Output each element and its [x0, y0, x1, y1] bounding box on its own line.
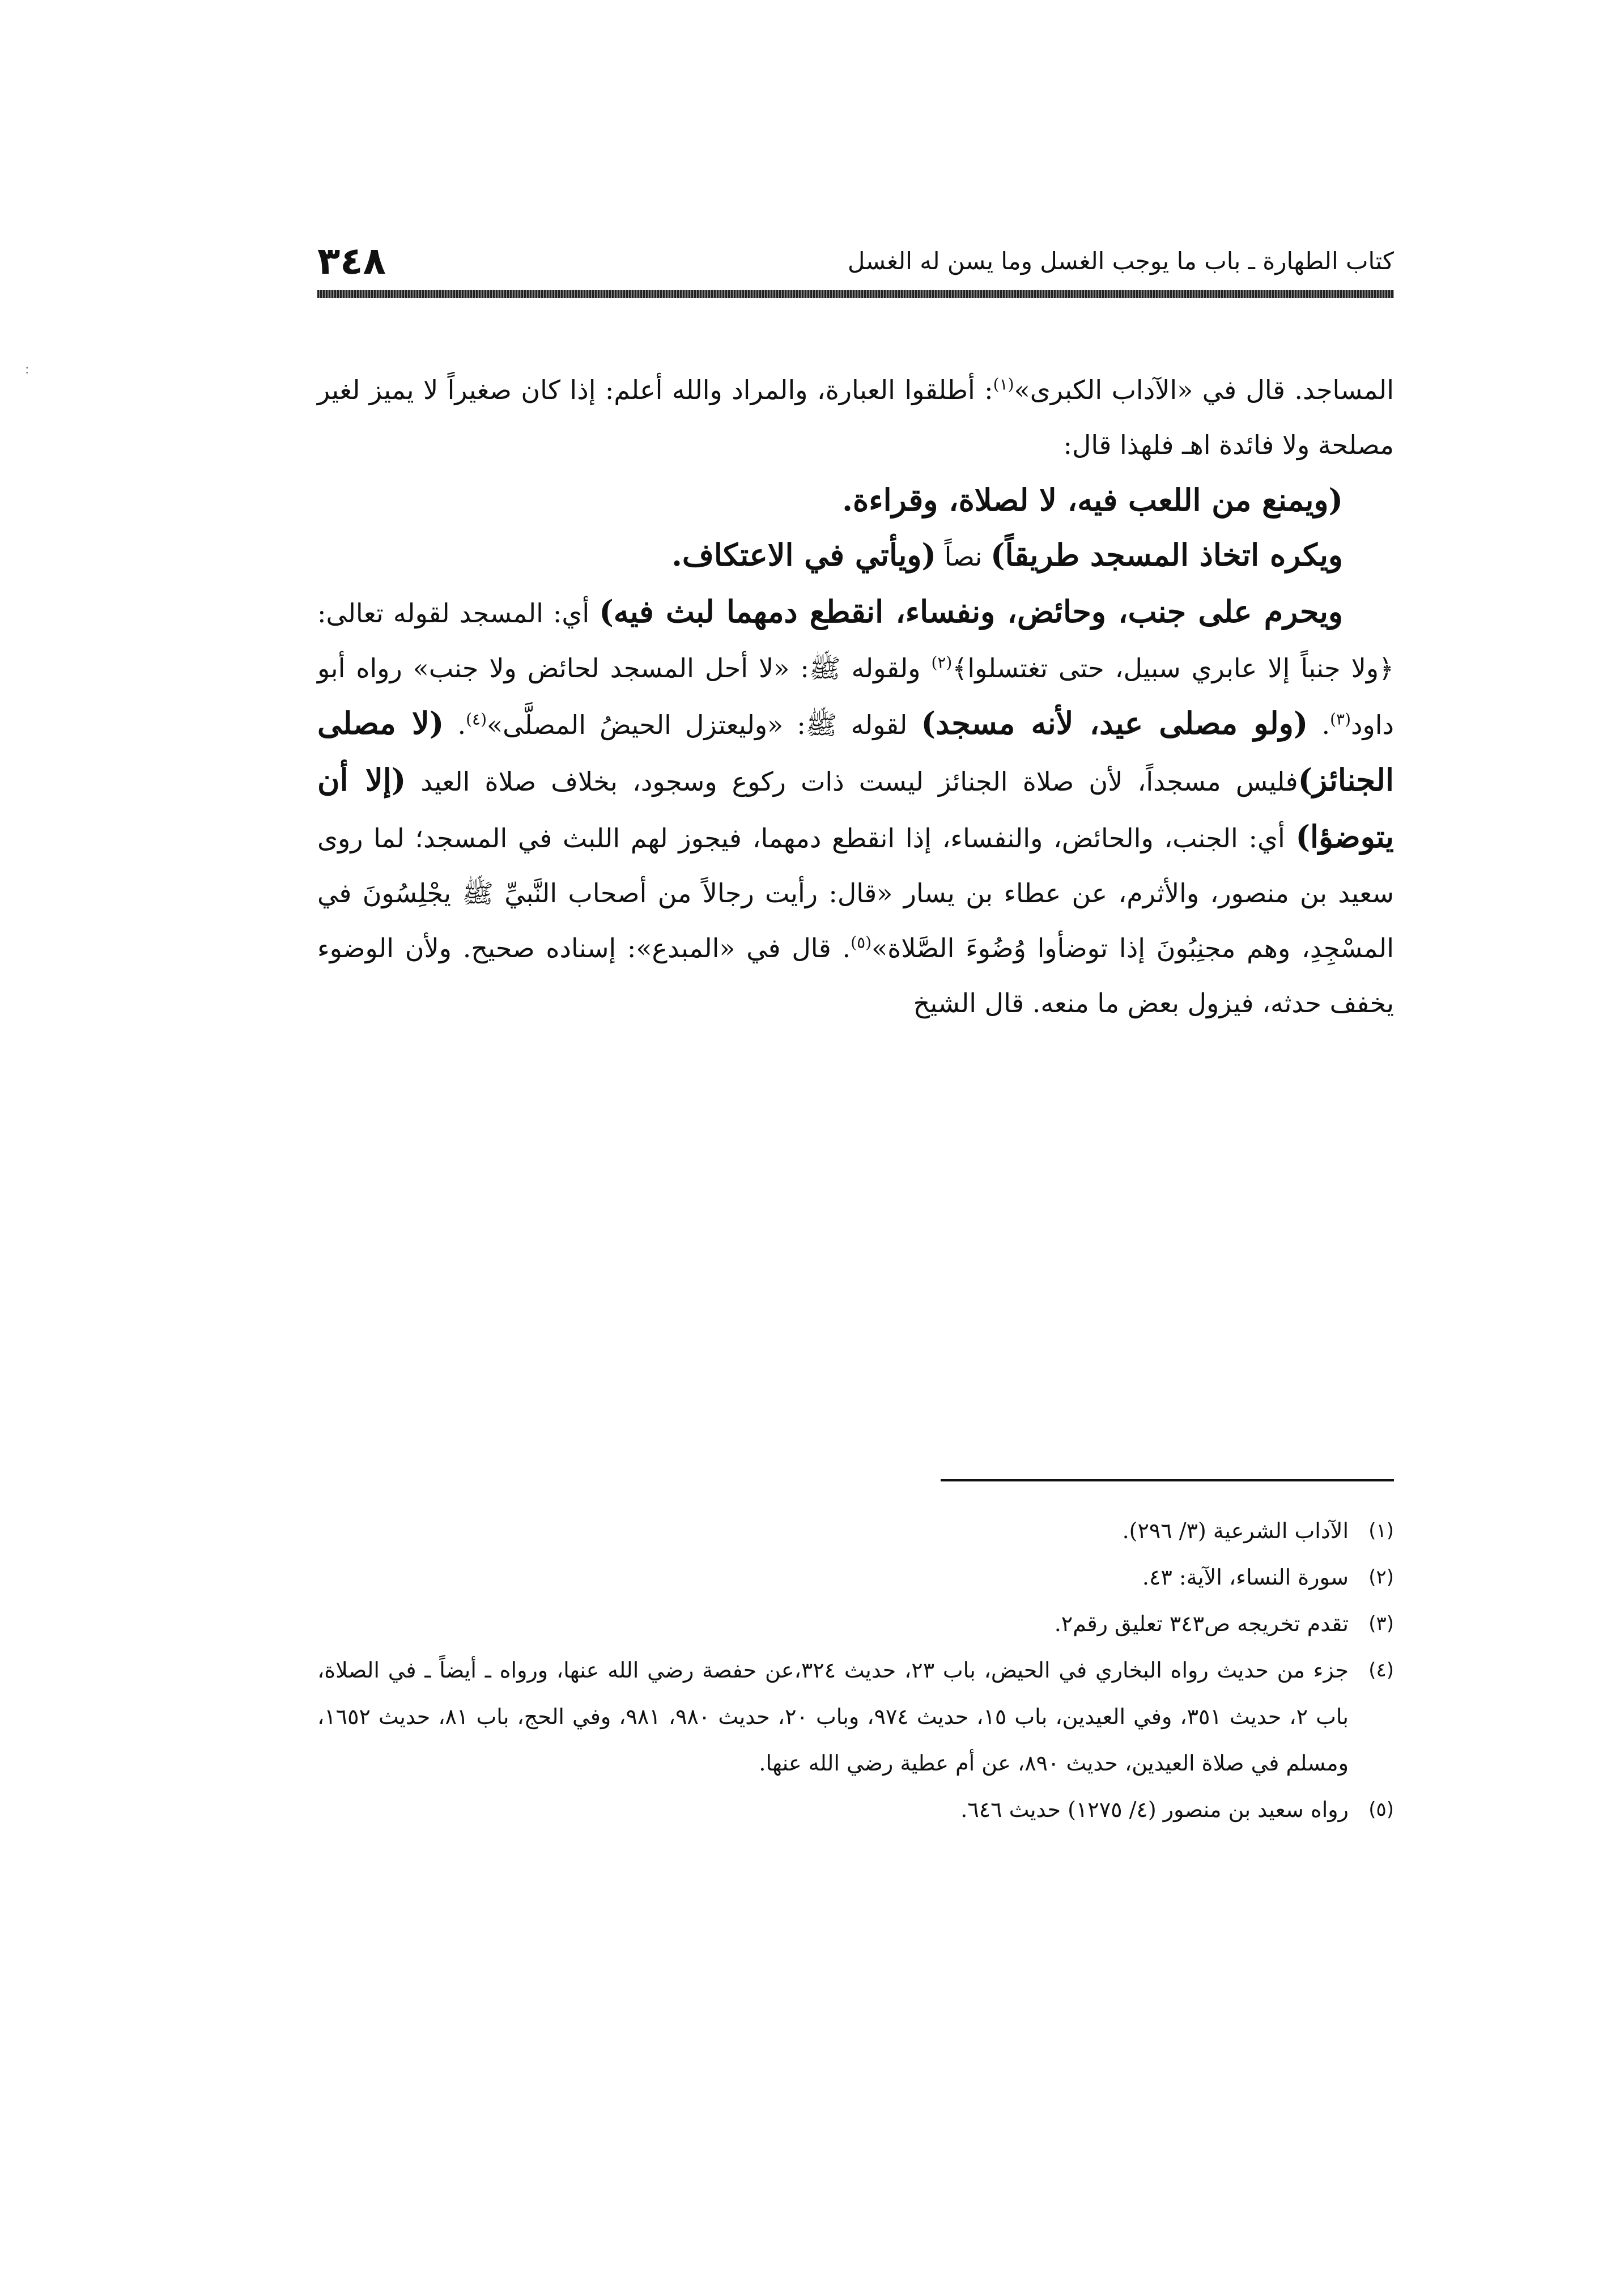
running-header [317, 241, 1394, 281]
footnote-text: الآداب الشرعية (٣/ ٢٩٦). [1122, 1518, 1349, 1543]
footnote-number: (٣) [1368, 1612, 1394, 1635]
footnote-text: رواه سعيد بن منصور (٤/ ١٢٧٥) حديث ٦٤٦. [960, 1797, 1349, 1822]
text-span: المساجد. قال في «الآداب الكبرى» [1014, 375, 1394, 405]
text-span: نصاً [936, 541, 991, 572]
book-page [317, 227, 1394, 2154]
text-span: فليس مسجداً، لأن صلاة الجنائز ليست ذات ركوع وسجود، بخلاف صلاة العيد [406, 766, 1298, 797]
matn-span: (ولو مصلى عيد، لأنه مسجد) [921, 705, 1308, 741]
footnote [317, 1786, 1394, 1833]
header-rule [317, 290, 1394, 298]
footnote-ref-1: (١) [993, 375, 1014, 394]
footnote-number: (١) [1368, 1519, 1394, 1542]
matn-line-1: (ويمنع من اللعب فيه، لا لصلاة، وقراءة. [842, 482, 1343, 518]
text-span: ولقوله ﷺ: «لا أحل المسجد لحائض ولا جنب» رواه أبو داود [317, 653, 1394, 740]
matn-line-2 [317, 528, 1394, 584]
text-span: لقوله ﷺ: «وليعتزل الحيضُ المصلَّى» [487, 710, 921, 740]
footnote [317, 1554, 1394, 1600]
matn-span: (ويأتي في الاعتكاف. [671, 537, 937, 573]
footnote [317, 1600, 1394, 1647]
text-span: . قال في «المبدع»: إسناده صحيح. ولأن الوضوء يخفف حدثه، فيزول بعض ما منعه. قال الشيخ [317, 933, 1394, 1018]
paragraph-2 [317, 584, 1394, 1031]
text-span: : أطلقوا العبارة، والمراد والله أعلم: إذا كان صغيراً لا يميز لغير مصلحة ولا فائدة اهـ فلهذا قال: [317, 375, 1394, 460]
page-number: ٣٤٨ [317, 239, 386, 283]
footnote-number: (٤) [1368, 1659, 1394, 1681]
paragraph-1 [317, 363, 1394, 473]
header-title: كتاب الطهارة ـ باب ما يوجب الغسل وما يسن له الغسل [847, 247, 1394, 275]
footnote-ref-3: (٣) [1330, 710, 1351, 729]
text-span: أي: الجنب، والحائض، والنفساء، إذا انقطع دمهما، فيجوز لهم اللبث في المسجد؛ لما روى سعيد بن منصور، والأثرم، عن عطاء بن يسار «قال: رأيت رجالاً من أصحاب النَّبيِّ ﷺ يجْلِسُونَ في المسْجِدِ، وهم مجنِبُونَ إذا توضأوا وُضُوءَ الصَّلاة» [317, 823, 1394, 963]
footnote-text: تقدم تخريجه ص٣٤٣ تعليق رقم٢. [1054, 1611, 1349, 1636]
text-span: . [444, 710, 466, 740]
footnote-number: (٢) [1368, 1566, 1394, 1589]
footnote [317, 1508, 1394, 1554]
footnote-ref-5: (٥) [851, 933, 872, 952]
matn-span: ويحرم على جنب، وحائض، ونفساء، انقطع دمهما لبث فيه) [599, 593, 1343, 630]
footnote-text: سورة النساء، الآية: ٤٣. [1142, 1565, 1349, 1590]
footnote-ref-2: (٢) [931, 653, 953, 672]
main-text [317, 363, 1394, 1031]
matn-span: (لا مصلى الجنائز) [317, 705, 1394, 798]
footnote-text: جزء من حديث رواه البخاري في الحيض، باب ٢٣، حديث ٣٢٤،عن حفصة رضي الله عنها، ورواه ـ أيضاً ـ في الصلاة، باب ٢، حديث ٣٥١، وفي العيدين، باب ١٥، حديث ٩٧٤، وباب ٢٠، حديث ٩٨٠، ٩٨١، وفي الحج، باب ٨١، حديث ١٦٥٢، ومسلم في صلاة العيدين، حديث ٨٩٠، عن أم عطية رضي الله عنها. [317, 1658, 1349, 1776]
footnote [317, 1647, 1394, 1786]
margin-mark: : [25, 363, 29, 377]
footnote-divider [941, 1479, 1394, 1481]
matn-span: ويكره اتخاذ المسجد طريقاً) [990, 537, 1343, 573]
text-span: . [1308, 710, 1330, 740]
text-span: أي: المسجد لقوله تعالى: ﴿ولا جنباً إلا عابري سبيل، حتى تغتسلوا﴾ [317, 598, 1394, 683]
footnote-ref-4: (٤) [466, 710, 487, 729]
footnotes [317, 1508, 1394, 1833]
matn-span: (إلا أن يتوضؤا) [317, 762, 1394, 855]
footnote-number: (٥) [1368, 1798, 1394, 1821]
